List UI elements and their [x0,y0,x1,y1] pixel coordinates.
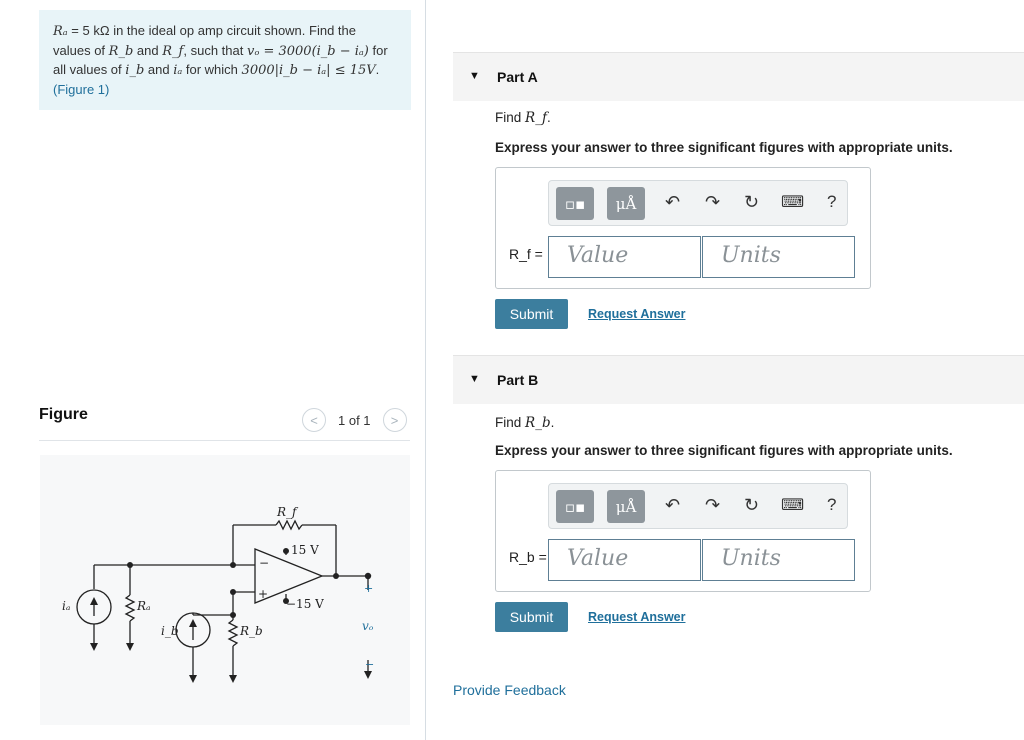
units-label: μÅ [615,497,637,516]
units-button[interactable] [607,187,645,220]
undo-icon[interactable]: ↶ [665,192,681,212]
part-b-prompt [495,415,554,431]
part-a-label: Part A [497,69,538,85]
find-variable: R_b [525,415,551,431]
find-suffix: . [550,415,555,430]
problem-text-3: , such that [183,42,244,58]
reset-icon[interactable]: ↻ [744,192,760,212]
template-icon: ▫▪ [564,194,586,213]
ra-label: Rₐ [137,599,151,613]
provide-feedback-link[interactable]: Provide Feedback [453,682,566,698]
circuit-figure [40,455,410,725]
request-answer-link[interactable]: Request Answer [588,610,686,624]
problem-text-5: all values of [53,62,122,77]
redo-icon[interactable]: ↷ [705,495,721,515]
problem-text-2: values of [53,42,106,58]
part-a-answer-box [495,167,871,289]
next-figure-button[interactable] [383,408,407,432]
right-pane [426,0,1024,740]
units-input[interactable]: Units [702,539,855,581]
figure-link[interactable]: (Figure 1) [53,81,110,97]
find-prefix: Find [495,415,522,430]
math-toolbar [548,483,848,529]
reset-icon[interactable]: ↻ [744,495,760,515]
value-input[interactable]: Value [548,539,701,581]
prev-figure-button[interactable] [302,408,326,432]
chevron-left-icon: < [310,412,318,428]
math-toolbar [548,180,848,226]
ia-label: iₐ [62,599,71,613]
value-input[interactable]: Value [548,236,701,278]
and-text-2: and [147,62,170,77]
submit-button[interactable]: Submit [495,602,568,632]
figure-title: Figure [39,406,88,423]
find-suffix: . [546,110,551,125]
part-a-prompt [495,110,551,126]
keyboard-icon[interactable]: ⌨ [781,194,805,211]
positive-supply-label: 15 V [291,543,319,557]
template-button[interactable] [556,490,594,523]
vo-plus-label: + [364,582,374,595]
collapse-triangle-icon: ▼ [469,70,480,82]
units-button[interactable] [607,490,645,523]
undo-icon[interactable]: ↶ [665,495,681,515]
rf-label: R_f [277,505,297,519]
figure-pager [302,408,407,432]
ib-label: i_b [161,624,179,638]
equation-vo: vₒ = 3000(i_b − iₐ) [246,43,369,59]
redo-icon[interactable]: ↷ [705,192,721,212]
left-pane [0,0,425,740]
and-text: and [136,42,159,58]
template-button[interactable] [556,187,594,220]
help-button[interactable]: ? [827,495,837,514]
problem-statement [39,10,411,110]
units-label: μÅ [615,194,637,213]
part-b-label: Part B [497,372,539,388]
find-variable: R_f [525,110,547,126]
ia-symbol: iₐ [173,63,183,78]
part-b-answer-box [495,470,871,592]
part-a-instruction: Express your answer to three significant figures with appropriate units. [495,140,953,155]
units-input[interactable]: Units [702,236,855,278]
problem-text-7: . [375,62,380,77]
figure-divider [39,440,410,441]
problem-text-6: for which [185,62,238,77]
equation-condition: 3000|i_b − iₐ| ≤ 15V [241,63,376,78]
template-icon: ▫▪ [564,497,586,516]
rf-symbol: R_f [162,43,184,59]
chevron-right-icon: > [390,412,399,428]
part-a-header[interactable] [453,52,1024,101]
ra-value: = 5 kΩ [71,23,110,38]
vo-minus-label: − [365,658,375,671]
ra-symbol: Rₐ [53,24,68,39]
vo-label: vₒ [362,619,374,633]
keyboard-icon[interactable]: ⌨ [781,497,805,514]
pager-count: 1 of 1 [338,412,371,428]
problem-text-1: in the ideal op amp circuit shown. Find the [113,23,356,38]
ib-symbol: i_b [125,63,145,78]
problem-text-4: for [372,42,388,58]
opamp-plus-label: + [258,587,269,601]
find-prefix: Find [495,110,522,125]
collapse-triangle-icon: ▼ [469,373,480,385]
request-answer-link[interactable]: Request Answer [588,307,686,321]
submit-button[interactable]: Submit [495,299,568,329]
part-b-instruction: Express your answer to three significant figures with appropriate units. [495,443,953,458]
negative-supply-label: −15 V [286,597,324,611]
circuit-diagram [40,455,410,725]
opamp-minus-label: − [259,556,270,570]
help-button[interactable]: ? [827,192,837,211]
rb-label: R_b [240,624,263,638]
rb-input-label: R_b = [509,549,547,565]
rf-input-label: R_f = [509,246,543,262]
part-b-header[interactable] [453,355,1024,404]
rb-symbol: R_b [108,43,134,59]
